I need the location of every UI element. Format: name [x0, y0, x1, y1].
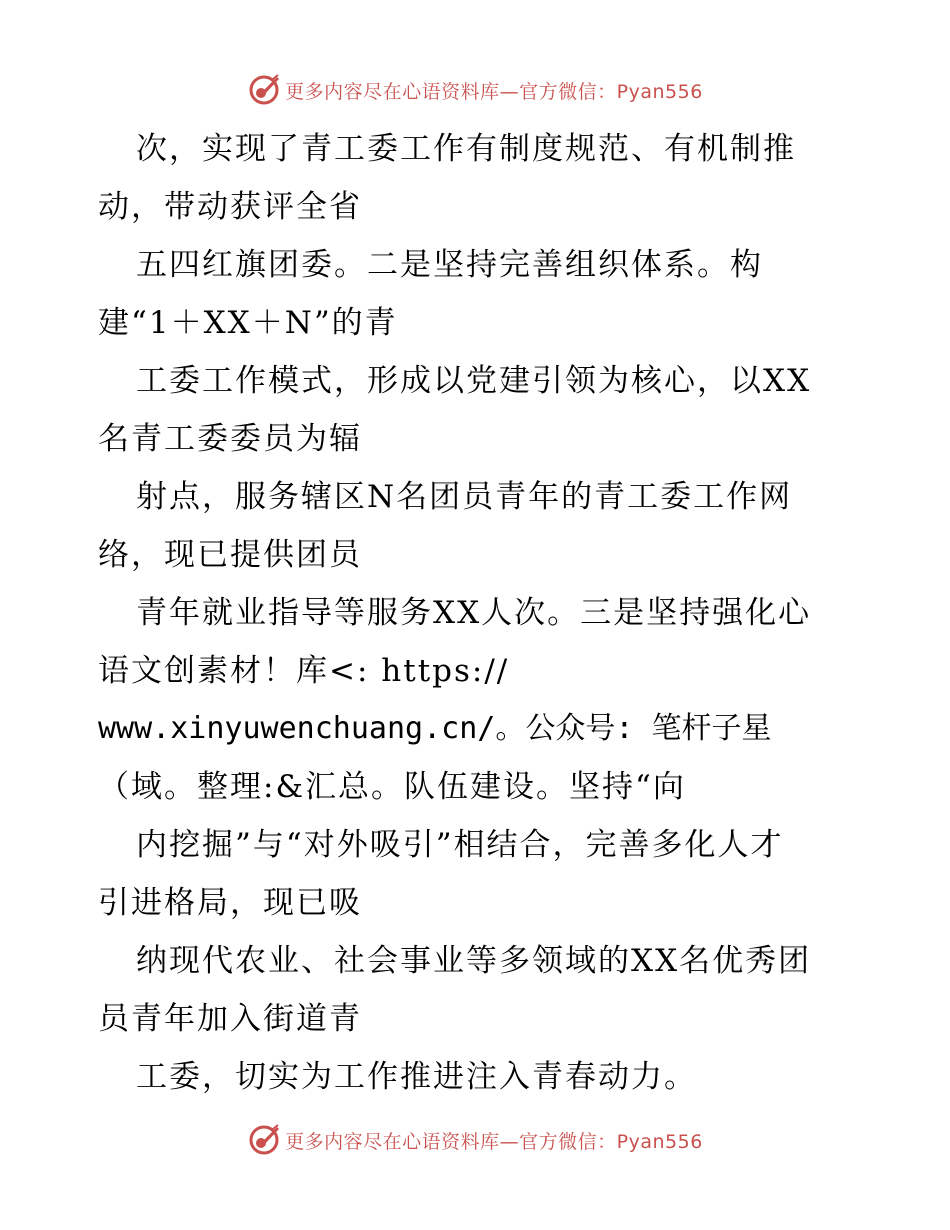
quill-logo-icon — [247, 1123, 281, 1157]
text-line: 工委，切实为工作推进注入青春动力。 — [136, 1059, 697, 1095]
text-line: 动，带动获评全省 — [98, 189, 362, 225]
watermark-text: 更多内容尽在心语资料库—官方微信：Pyan556 — [285, 80, 703, 103]
text-line: 员青年加入街道青 — [98, 1001, 362, 1037]
text-line: 语文创素材！库<: https:// — [98, 653, 510, 689]
watermark-text: 更多内容尽在心语资料库—官方微信：Pyan556 — [285, 1130, 703, 1153]
text-line: 建“1＋XX＋N”的青 — [98, 305, 398, 341]
text-line: 名青工委委员为辐 — [98, 421, 362, 457]
text-line: 次，实现了青工委工作有制度规范、有机制推 — [136, 131, 796, 167]
footer-watermark — [0, 1120, 950, 1160]
text-line: 内挖掘”与“对外吸引”相结合，完善多化人才 — [136, 827, 784, 863]
text-line: 络，现已提供团员 — [98, 537, 362, 573]
text-line: （域。整理:&汇总。队伍建设。坚持“向 — [98, 769, 686, 805]
text-line: 五四红旗团委。二是坚持完善组织体系。构 — [136, 247, 763, 283]
document-body — [98, 120, 898, 1106]
text-line: www.xinyuwenchuang.cn/。公众号: 笔杆子星 — [98, 711, 772, 746]
text-line: 工委工作模式，形成以党建引领为核心，以XX — [136, 363, 812, 399]
header-watermark — [0, 70, 950, 110]
quill-logo-icon — [247, 73, 281, 107]
text-line: 纳现代农业、社会事业等多领域的XX名优秀团 — [136, 943, 812, 979]
text-line: 引进格局，现已吸 — [98, 885, 362, 921]
text-line: 射点，服务辖区N名团员青年的青工委工作网 — [136, 479, 793, 515]
text-line: 青年就业指导等服务XX人次。三是坚持强化心 — [136, 595, 812, 631]
